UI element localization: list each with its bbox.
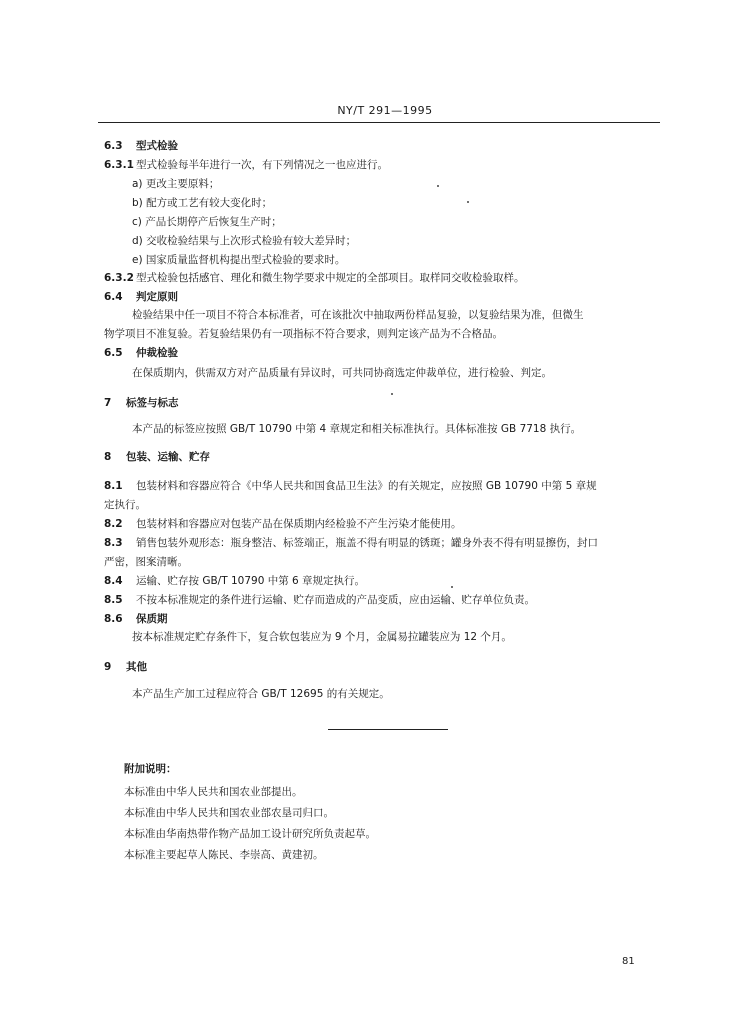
body-line <box>132 630 512 644</box>
clause-number: 8.6 <box>104 613 123 625</box>
clause-number: 6.3.1 <box>104 159 134 171</box>
body-line <box>132 687 390 701</box>
appendix-item: 本标准由华南热带作物产品加工设计研究所负责起草。 <box>124 828 376 840</box>
body-line <box>104 555 188 569</box>
appendix-item: 本标准主要起草人陈民、李崇高、黄建初。 <box>124 849 324 861</box>
clause-line <box>104 612 168 626</box>
line-text: 销售包装外观形态：瓶身整洁、标签端正，瓶盖不得有明显的锈斑；罐身外表不得有明显擦伤，封口 <box>136 537 598 549</box>
clause-line <box>104 450 210 464</box>
clause-number: 9 <box>104 661 112 673</box>
clause-number: 8 <box>104 451 112 463</box>
standard-code-header: NY/T 291—1995 <box>337 104 433 117</box>
line-text: 不按本标准规定的条件进行运输、贮存而造成的产品变质，应由运输、贮存单位负责。 <box>136 594 535 606</box>
line-text: b) 配方或工艺有较大变化时； <box>132 197 273 209</box>
line-text: a) 更改主要原料； <box>132 178 220 190</box>
line-text: 型式检验 <box>136 140 178 152</box>
clause-number: 8.3 <box>104 537 123 549</box>
line-text: 运输、贮存按 GB/T 10790 中第 6 章规定执行。 <box>136 575 366 587</box>
body-line <box>132 177 219 191</box>
line-text: 包装、运输、贮存 <box>126 451 210 463</box>
line-text: 判定原则 <box>136 291 178 303</box>
scan-speck <box>437 185 439 187</box>
appendix-item: 本标准由中华人民共和国农业部农垦司归口。 <box>124 807 334 819</box>
line-text: 本产品生产加工过程应符合 GB/T 12695 的有关规定。 <box>132 688 390 700</box>
line-text: 仲裁检验 <box>136 347 178 359</box>
clause-number: 6.5 <box>104 347 123 359</box>
clause-number: 8.4 <box>104 575 123 587</box>
clause-line <box>104 517 462 531</box>
clause-number: 8.1 <box>104 480 123 492</box>
line-text: 包装材料和容器应对包装产品在保质期内经检验不产生污染才能使用。 <box>136 518 462 530</box>
clause-number: 6.3 <box>104 140 123 152</box>
line-text: 包装材料和容器应符合《中华人民共和国食品卫生法》的有关规定，应按照 GB 10790 中第 5 章规 <box>136 480 597 492</box>
line-text: 在保质期内，供需双方对产品质量有异议时，可共同协商选定仲裁单位，进行检验、判定。 <box>132 367 552 379</box>
appendix-title: 附加说明： <box>124 763 177 775</box>
clause-line <box>104 346 178 360</box>
line-text: 定执行。 <box>104 499 146 511</box>
appendix-item: 本标准由中华人民共和国农业部提出。 <box>124 786 303 798</box>
clause-line <box>104 536 598 550</box>
scan-speck <box>451 586 453 588</box>
clause-number: 6.3.2 <box>104 272 134 284</box>
body-line <box>132 253 345 267</box>
body-line <box>104 498 146 512</box>
end-separator-rule <box>328 729 448 730</box>
clause-line <box>104 271 525 285</box>
line-text: 型式检验包括感官、理化和微生物学要求中规定的全部项目。取样同交收检验取样。 <box>136 272 525 284</box>
line-text: 其他 <box>126 661 147 673</box>
body-line <box>132 308 584 322</box>
line-text: e) 国家质量监督机构提出型式检验的要求时。 <box>132 254 346 266</box>
line-text: 严密，图案清晰。 <box>104 556 188 568</box>
clause-line <box>104 660 147 674</box>
clause-number: 8.2 <box>104 518 123 530</box>
body-line <box>132 422 581 436</box>
clause-number: 6.4 <box>104 291 123 303</box>
clause-line <box>104 139 178 153</box>
line-text: 按本标准规定贮存条件下，复合软包装应为 9 个月，金属易拉罐装应为 12 个月。 <box>132 631 512 643</box>
clause-line <box>104 158 388 172</box>
clause-line <box>104 396 179 410</box>
body-line <box>132 215 282 229</box>
clause-number: 7 <box>104 397 112 409</box>
clause-line <box>104 574 365 588</box>
body-line <box>132 234 356 248</box>
body-line <box>104 327 503 341</box>
clause-number: 8.5 <box>104 594 123 606</box>
clause-line <box>104 479 597 493</box>
line-text: 型式检验每半年进行一次，有下列情况之一也应进行。 <box>136 159 388 171</box>
body-line <box>132 196 272 210</box>
header-rule <box>98 122 660 123</box>
scan-speck <box>391 393 393 395</box>
clause-line <box>104 290 178 304</box>
line-text: 物学项目不准复验。若复验结果仍有一项指标不符合要求，则判定该产品为不合格品。 <box>104 328 503 340</box>
line-text: 标签与标志 <box>126 397 179 409</box>
line-text: 本产品的标签应按照 GB/T 10790 中第 4 章规定和相关标准执行。具体标准按 GB 7718 执行。 <box>132 423 582 435</box>
line-text: 保质期 <box>136 613 168 625</box>
page-number: 81 <box>622 956 635 967</box>
clause-line <box>104 593 535 607</box>
line-text: 检验结果中任一项目不符合本标准者，可在该批次中抽取两份样品复验，以复验结果为准，但微生 <box>132 309 584 321</box>
scan-speck <box>467 201 469 203</box>
line-text: c) 产品长期停产后恢复生产时； <box>132 216 282 228</box>
line-text: d) 交收检验结果与上次形式检验有较大差异时； <box>132 235 357 247</box>
body-line <box>132 366 552 380</box>
